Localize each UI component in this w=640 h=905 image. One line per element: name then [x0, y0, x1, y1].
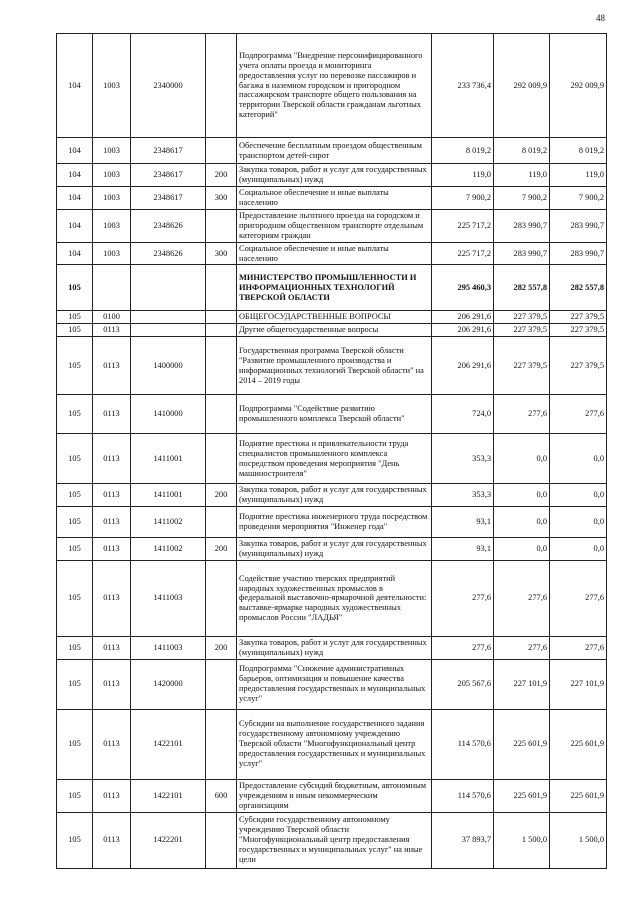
expense-type-cell: [206, 812, 237, 868]
admin-code-cell: 104: [57, 138, 93, 164]
amount-year1-cell: 353,3: [432, 434, 494, 484]
amount-year3-cell: 292 009,9: [550, 34, 607, 138]
item-name-cell: Поднятие престижа и привлекательности труда специалистов промышленного комплекса посредством проведения мероприятия "День машиностроителя": [237, 434, 432, 484]
amount-year3-cell: 283 990,7: [550, 209, 607, 242]
amount-year1-cell: 225 717,2: [432, 209, 494, 242]
table-row: [57, 337, 607, 395]
item-name-cell: Предоставление льготного проезда на городском и пригородном общественном транспорте отдельным категориям граждан: [237, 209, 432, 242]
section-code-cell: 1003: [93, 186, 131, 209]
section-code-cell: 1003: [93, 138, 131, 164]
item-name-cell: Закупка товаров, работ и услуг для государственных (муниципальных) нужд: [237, 636, 432, 659]
amount-year3-cell: 227 379,5: [550, 324, 607, 337]
item-name-cell: Социальное обеспечение и иные выплаты населению: [237, 186, 432, 209]
section-code-cell: [93, 265, 131, 311]
table-row: [57, 507, 607, 538]
table-row: [57, 186, 607, 209]
amount-year1-cell: 233 736,4: [432, 34, 494, 138]
item-name-cell: Подпрограмма "Содействие развитию промышленного комплекса Тверской области": [237, 395, 432, 434]
item-name-cell: Поднятие престижа инженерного труда посредством проведения мероприятия "Инженер года": [237, 507, 432, 538]
expense-type-cell: [206, 324, 237, 337]
amount-year3-cell: 277,6: [550, 395, 607, 434]
target-article-cell: 1411001: [131, 484, 206, 507]
table-row: [57, 709, 607, 779]
admin-code-cell: 104: [57, 209, 93, 242]
amount-year1-cell: 724,0: [432, 395, 494, 434]
target-article-cell: 1422201: [131, 812, 206, 868]
item-name-cell: Государственная программа Тверской области "Развитие промышленного производства и информационных технологий Тверской области" на 2014 – 2019 годы: [237, 337, 432, 395]
amount-year3-cell: 8 019,2: [550, 138, 607, 164]
amount-year2-cell: 227 379,5: [494, 311, 550, 324]
amount-year2-cell: 0,0: [494, 484, 550, 507]
amount-year3-cell: 225 601,9: [550, 709, 607, 779]
amount-year3-cell: 0,0: [550, 538, 607, 561]
section-code-cell: 1003: [93, 34, 131, 138]
amount-year3-cell: 277,6: [550, 636, 607, 659]
item-name-cell: Закупка товаров, работ и услуг для государственных (муниципальных) нужд: [237, 484, 432, 507]
admin-code-cell: 105: [57, 507, 93, 538]
amount-year3-cell: 227 379,5: [550, 311, 607, 324]
expense-type-cell: [206, 560, 237, 636]
section-code-cell: 0113: [93, 484, 131, 507]
admin-code-cell: 105: [57, 265, 93, 311]
amount-year3-cell: 0,0: [550, 507, 607, 538]
section-code-cell: 1003: [93, 164, 131, 187]
amount-year3-cell: 283 990,7: [550, 242, 607, 265]
admin-code-cell: 105: [57, 434, 93, 484]
table-row: [57, 779, 607, 812]
admin-code-cell: 105: [57, 812, 93, 868]
amount-year1-cell: 205 567,6: [432, 659, 494, 709]
amount-year1-cell: 295 460,3: [432, 265, 494, 311]
table-body: [57, 34, 607, 869]
section-code-cell: 0113: [93, 709, 131, 779]
item-name-cell: Субсидии государственному автономному учреждению Тверской области "Многофункциональный центр предоставления государственных и муниципальных услуг" на иные цели: [237, 812, 432, 868]
target-article-cell: [131, 265, 206, 311]
item-name-cell: МИНИСТЕРСТВО ПРОМЫШЛЕННОСТИ И ИНФОРМАЦИОННЫХ ТЕХНОЛОГИЙ ТВЕРСКОЙ ОБЛАСТИ: [237, 265, 432, 311]
admin-code-cell: 105: [57, 484, 93, 507]
item-name-cell: Подпрограмма "Снижение административных барьеров, оптимизация и повышение качества предоставления государственных и муниципальных услуг": [237, 659, 432, 709]
expense-type-cell: [206, 265, 237, 311]
table-row: [57, 538, 607, 561]
expense-type-cell: [206, 138, 237, 164]
target-article-cell: 2348617: [131, 138, 206, 164]
amount-year3-cell: 0,0: [550, 434, 607, 484]
page-number: 48: [596, 13, 605, 23]
expense-type-cell: 200: [206, 484, 237, 507]
table-row: [57, 812, 607, 868]
amount-year2-cell: 0,0: [494, 434, 550, 484]
amount-year3-cell: 277,6: [550, 560, 607, 636]
admin-code-cell: 105: [57, 311, 93, 324]
item-name-cell: Закупка товаров, работ и услуг для государственных (муниципальных) нужд: [237, 164, 432, 187]
amount-year2-cell: 119,0: [494, 164, 550, 187]
item-name-cell: Предоставление субсидий бюджетным, автономным учреждениям и иным некоммерческим организациям: [237, 779, 432, 812]
section-code-cell: 0113: [93, 538, 131, 561]
expense-type-cell: 200: [206, 164, 237, 187]
amount-year1-cell: 8 019,2: [432, 138, 494, 164]
amount-year2-cell: 1 500,0: [494, 812, 550, 868]
item-name-cell: Другие общегосударственные вопросы: [237, 324, 432, 337]
table-row: [57, 242, 607, 265]
table-row: [57, 34, 607, 138]
section-code-cell: 0100: [93, 311, 131, 324]
table-row: [57, 560, 607, 636]
amount-year2-cell: 0,0: [494, 507, 550, 538]
expense-type-cell: [206, 395, 237, 434]
amount-year1-cell: 225 717,2: [432, 242, 494, 265]
expense-type-cell: [206, 337, 237, 395]
amount-year3-cell: 119,0: [550, 164, 607, 187]
amount-year3-cell: 227 379,5: [550, 337, 607, 395]
table-row: [57, 324, 607, 337]
section-code-cell: 0113: [93, 659, 131, 709]
amount-year2-cell: 292 009,9: [494, 34, 550, 138]
section-code-cell: 0113: [93, 507, 131, 538]
expense-type-cell: [206, 311, 237, 324]
amount-year1-cell: 206 291,6: [432, 311, 494, 324]
amount-year2-cell: 227 379,5: [494, 324, 550, 337]
amount-year1-cell: 206 291,6: [432, 337, 494, 395]
expense-type-cell: [206, 434, 237, 484]
amount-year3-cell: 1 500,0: [550, 812, 607, 868]
amount-year1-cell: 93,1: [432, 538, 494, 561]
section-code-cell: 0113: [93, 395, 131, 434]
amount-year3-cell: 227 101,9: [550, 659, 607, 709]
target-article-cell: 1411003: [131, 560, 206, 636]
target-article-cell: 1400000: [131, 337, 206, 395]
table-row: [57, 659, 607, 709]
admin-code-cell: 105: [57, 395, 93, 434]
admin-code-cell: 105: [57, 779, 93, 812]
amount-year3-cell: 7 900,2: [550, 186, 607, 209]
amount-year2-cell: 227 379,5: [494, 337, 550, 395]
target-article-cell: [131, 324, 206, 337]
item-name-cell: Социальное обеспечение и иные выплаты населению: [237, 242, 432, 265]
section-code-cell: 0113: [93, 560, 131, 636]
item-name-cell: Субсидии на выполнение государственного задания государственному автономному учреждению Тверской области "Многофункциональный центр предоставления государственных и муниципальных услуг": [237, 709, 432, 779]
amount-year2-cell: 283 990,7: [494, 209, 550, 242]
item-name-cell: Подпрограмма "Внедрение персонифицированного учета оплаты проезда и мониторинга предоставления услуг по перевозке пассажиров и багажа в наземном городском и пригородном пассажирском транспорте общего пользования на территории Тверской области гражданам льготных категорий": [237, 34, 432, 138]
admin-code-cell: 105: [57, 324, 93, 337]
amount-year2-cell: 227 101,9: [494, 659, 550, 709]
amount-year1-cell: 206 291,6: [432, 324, 494, 337]
section-code-cell: 0113: [93, 434, 131, 484]
expense-type-cell: 300: [206, 186, 237, 209]
amount-year2-cell: 7 900,2: [494, 186, 550, 209]
table-row: [57, 209, 607, 242]
admin-code-cell: 105: [57, 636, 93, 659]
expense-type-cell: 200: [206, 538, 237, 561]
admin-code-cell: 105: [57, 560, 93, 636]
target-article-cell: 1411002: [131, 507, 206, 538]
section-code-cell: 1003: [93, 209, 131, 242]
amount-year3-cell: 0,0: [550, 484, 607, 507]
amount-year1-cell: 277,6: [432, 636, 494, 659]
admin-code-cell: 104: [57, 34, 93, 138]
amount-year2-cell: 277,6: [494, 636, 550, 659]
amount-year2-cell: 282 557,8: [494, 265, 550, 311]
section-code-cell: 0113: [93, 779, 131, 812]
amount-year2-cell: 8 019,2: [494, 138, 550, 164]
admin-code-cell: 105: [57, 659, 93, 709]
admin-code-cell: 105: [57, 337, 93, 395]
amount-year1-cell: 114 570,6: [432, 709, 494, 779]
table-row: [57, 484, 607, 507]
expense-type-cell: 300: [206, 242, 237, 265]
amount-year2-cell: 277,6: [494, 395, 550, 434]
target-article-cell: 1422101: [131, 709, 206, 779]
amount-year2-cell: 225 601,9: [494, 779, 550, 812]
target-article-cell: 2340000: [131, 34, 206, 138]
amount-year1-cell: 7 900,2: [432, 186, 494, 209]
expense-type-cell: [206, 659, 237, 709]
expense-type-cell: [206, 709, 237, 779]
target-article-cell: 2348626: [131, 209, 206, 242]
item-name-cell: ОБЩЕГОСУДАРСТВЕННЫЕ ВОПРОСЫ: [237, 311, 432, 324]
section-code-cell: 0113: [93, 337, 131, 395]
table-row: [57, 164, 607, 187]
table-row: [57, 434, 607, 484]
target-article-cell: [131, 311, 206, 324]
admin-code-cell: 105: [57, 538, 93, 561]
budget-table: [56, 33, 607, 869]
amount-year3-cell: 282 557,8: [550, 265, 607, 311]
target-article-cell: 1411001: [131, 434, 206, 484]
table-row: [57, 395, 607, 434]
amount-year2-cell: 277,6: [494, 560, 550, 636]
admin-code-cell: 104: [57, 242, 93, 265]
admin-code-cell: 104: [57, 164, 93, 187]
table-row: [57, 138, 607, 164]
section-code-cell: 0113: [93, 324, 131, 337]
admin-code-cell: 104: [57, 186, 93, 209]
section-code-cell: 0113: [93, 812, 131, 868]
target-article-cell: 1411003: [131, 636, 206, 659]
section-code-cell: 0113: [93, 636, 131, 659]
amount-year1-cell: 114 570,6: [432, 779, 494, 812]
item-name-cell: Закупка товаров, работ и услуг для государственных (муниципальных) нужд: [237, 538, 432, 561]
item-name-cell: Содействие участию тверских предприятий народных художественных промыслов в федеральной выставочно-ярмарочной деятельности: выставке-ярмарке народных художественных промыслов России "ЛАДЬЯ": [237, 560, 432, 636]
amount-year2-cell: 225 601,9: [494, 709, 550, 779]
table-row: [57, 265, 607, 311]
target-article-cell: 2348626: [131, 242, 206, 265]
target-article-cell: 2348617: [131, 186, 206, 209]
amount-year1-cell: 277,6: [432, 560, 494, 636]
target-article-cell: 1411002: [131, 538, 206, 561]
table-row: [57, 311, 607, 324]
item-name-cell: Обеспечение бесплатным проездом общественным транспортом детей-сирот: [237, 138, 432, 164]
target-article-cell: 2348617: [131, 164, 206, 187]
expense-type-cell: [206, 507, 237, 538]
admin-code-cell: 105: [57, 709, 93, 779]
amount-year1-cell: 119,0: [432, 164, 494, 187]
amount-year1-cell: 37 893,7: [432, 812, 494, 868]
section-code-cell: 1003: [93, 242, 131, 265]
target-article-cell: 1410000: [131, 395, 206, 434]
expense-type-cell: [206, 34, 237, 138]
expense-type-cell: [206, 209, 237, 242]
target-article-cell: 1422101: [131, 779, 206, 812]
expense-type-cell: 600: [206, 779, 237, 812]
amount-year1-cell: 93,1: [432, 507, 494, 538]
amount-year2-cell: 283 990,7: [494, 242, 550, 265]
table-row: [57, 636, 607, 659]
amount-year2-cell: 0,0: [494, 538, 550, 561]
expense-type-cell: 200: [206, 636, 237, 659]
amount-year3-cell: 225 601,9: [550, 779, 607, 812]
target-article-cell: 1420000: [131, 659, 206, 709]
amount-year1-cell: 353,3: [432, 484, 494, 507]
